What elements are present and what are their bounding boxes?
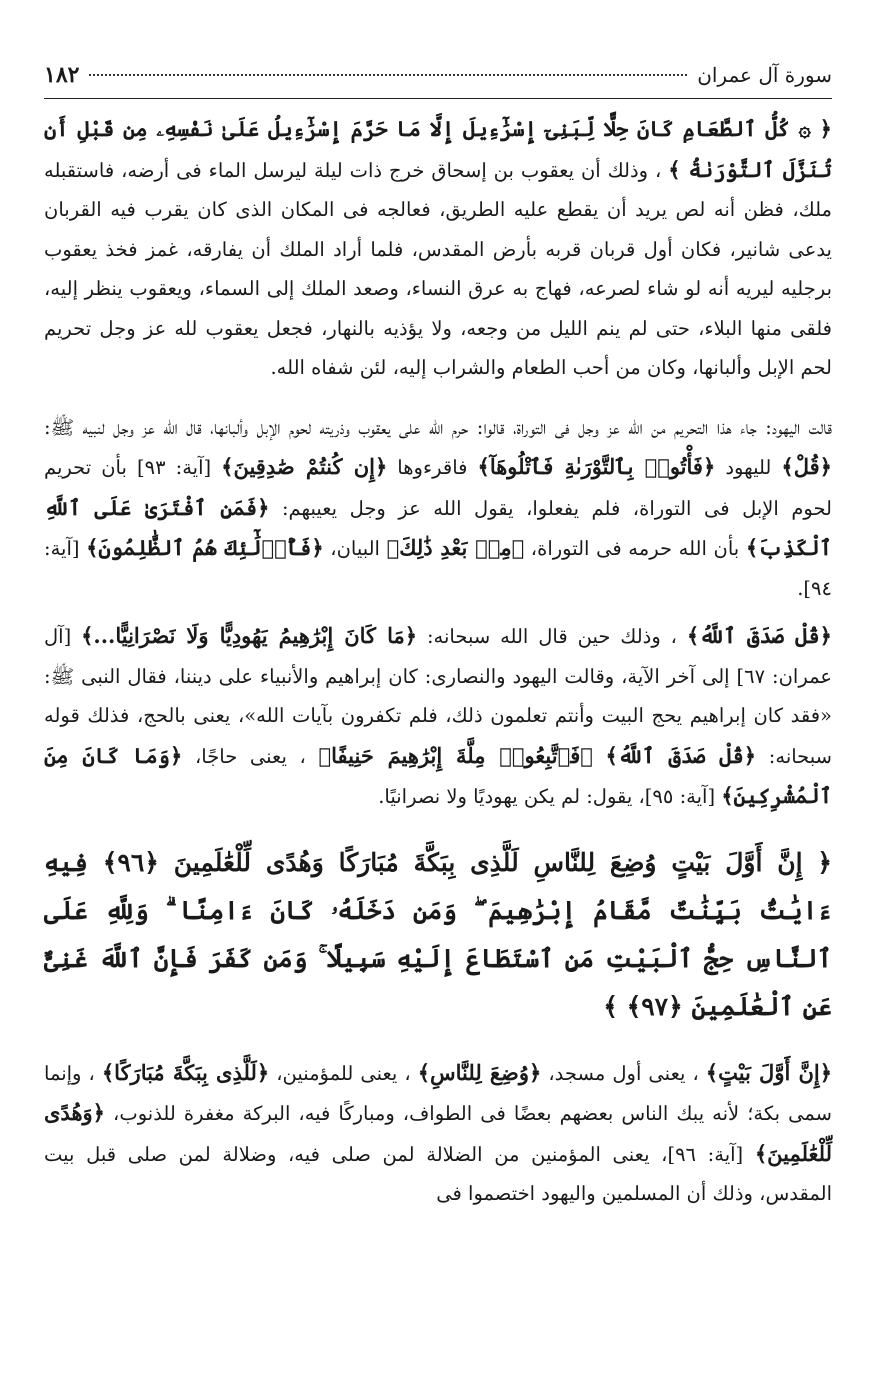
commentary-text: لليهود (715, 456, 782, 479)
commentary-text: ، يعنى أول مسجد، (541, 1061, 706, 1085)
quran-verse: ﴿فَأُو۟لَٰٓئِكَ هُمُ ٱلظَّٰلِمُونَ﴾ (86, 535, 324, 560)
commentary-text: ، يعنى للمؤمنين، (269, 1061, 418, 1085)
paragraph-2 (44, 408, 832, 609)
quran-verse: ﴿فَمَنِ ٱفْتَرَىٰ عَلَى ٱللَّهِ ٱلْكَذِبَ﴾ (44, 494, 832, 560)
paragraph-5 (44, 1053, 832, 1214)
commentary-text: ، يعنى حاجًا، (182, 744, 319, 768)
quran-verse: ﴿فَأْتُوا۟ بِٱلتَّوْرَىٰةِ فَٱتْلُوهَآ﴾ (477, 454, 716, 479)
commentary-text: ، وذلك حين قال الله سبحانه: (417, 625, 687, 648)
quran-verse: ﴿قُلْ صَدَقَ ٱللَّهُ﴾ (686, 623, 832, 648)
commentary-text: [آية: ٩٦]، يعنى المؤمنين من الضلالة لمن صلى فيه، وضلالة لمن صلى قبل بيت المقدس، وذلك أن المسلمين واليهود اختصموا فى (44, 1142, 832, 1205)
commentary-text: ، وإنما سمى بكة؛ لأنه يبك الناس بعضهم بعضًا فى الطواف، ومباركًا فيه، البركة مغفرة للذنوب، (44, 1061, 832, 1125)
quran-verse: ﴿إِن كُنتُمْ صَٰدِقِينَ﴾ (221, 454, 388, 479)
page (44, 60, 832, 1214)
commentary-text: فاقرءوها (387, 456, 478, 479)
commentary-text: بأن الله حرمه فى التوراة، (524, 537, 746, 560)
commentary-text: [آية: ٩٣] بأن تحريم لحوم الإبل فى التوراة، فلم يفعلوا، يقول الله عز وجل يعيبهم: (44, 456, 832, 520)
body-text (44, 109, 832, 1214)
quran-verse: ﴿ ۞ كُلُّ ٱلطَّعَامِ كَانَ حِلًّا لِّبَنِىٓ إِسْرَٰٓءِيلَ إِلَّا مَا حَرَّمَ إِسْرَٰٓءِيلُ عَلَىٰ نَفْسِهِۦ مِن قَبْلِ أَن تُنَزَّلَ ٱلتَّوْرَىٰةُ ﴾ (44, 116, 832, 182)
quran-verse: ﴿وَهُدًى لِّلْعَٰلَمِينَ﴾ (44, 1100, 833, 1166)
quran-verse-block: ﴿ إِنَّ أَوَّلَ بَيْتٍ وُضِعَ لِلنَّاسِ لَلَّذِى بِبَكَّةَ مُبَارَكًا وَهُدًى لِّلْعَٰلَمِينَ ﴿٩٦﴾ فِيهِ ءَايَٰتٌۢ بَيِّنَٰتٌ مَّقَامُ إِبْرَٰهِيمَ ۖ وَمَن دَخَلَهُۥ كَانَ ءَامِنًا ۗ وَلِلَّهِ عَلَى ٱلنَّاسِ حِجُّ ٱلْبَيْتِ مَنِ ٱسْتَطَاعَ إِلَيْهِ سَبِيلًا ۚ وَمَن كَفَرَ فَإِنَّ ٱللَّهَ غَنِىٌّ عَنِ ٱلْعَٰلَمِينَ ﴿٩٧﴾ ﴾ (44, 847, 832, 1021)
quran-verse: ﴿إِنَّ أَوَّلَ بَيْتٍ﴾ (705, 1059, 833, 1085)
commentary-text: ، وذلك أن يعقوب بن إسحاق خرج ذات ليلة ليرسل الماء فى أرضه، فاستقبله ملك، فظن أنه لص يريد أن يقطع عليه الطريق، فعالجه فى المكان الذى كان يقرب فيه القربان يدعى شانير، فكان أول قربان قربه بأرض المقدس، فلما أراد الملك أن يفارقه، غمز فخذ يعقوب برجليه ليريه أنه لو شاء لصرعه، فهاج به عرق النساء، وصعد الملك إلى السماء، ويعقوب ينظر إليه، فلقى منها البلاء، حتى لم ينم الليل من وجعه، ولا يؤذيه بالنهار، فجعل يعقوب لله عز وجل تحريم لحم الإبل وألبانها، وكان من أحب الطعام والشراب إليه، لئن شفاه الله. (44, 158, 832, 379)
quran-verse: ﴿قُلْ صَدَقَ ٱللَّهُ﴾ (605, 742, 757, 768)
commentary-text: قالت اليهود: جاء هذا التحريم من الله عز وجل فى التوراة، قالوا: حرم الله على يعقوب وذريته لحوم الإبل وألبانها، قال الله عز وجل لنبيه ﷺ: (44, 415, 832, 439)
verse-block (44, 839, 832, 1031)
header-leader-dots (89, 74, 687, 76)
quran-verse: ﴿فَٱتَّبِعُوا۟ مِلَّةَ إِبْرَٰهِيمَ حَنِيفًا﴾ (318, 742, 593, 768)
commentary-text: [آية: ٩٤]. (44, 537, 832, 600)
surah-title: سورة آل عمران (697, 63, 832, 87)
paragraph-3 (44, 616, 832, 817)
page-number: ١٨٢ (44, 62, 80, 88)
quran-verse: ﴿وَمَا كَانَ مِنَ ٱلْمُشْرِكِينَ﴾ (44, 742, 832, 808)
quran-verse: ﴿لَلَّذِى بِبَكَّةَ مُبَارَكًا﴾ (101, 1059, 270, 1085)
commentary-text: [آية: ٩٥]، يقول: لم يكن يهوديًا ولا نصرانيًا. (378, 785, 722, 808)
quran-verse: ﴿وُضِعَ لِلنَّاسِ﴾ (417, 1059, 542, 1085)
commentary-text: البيان، (323, 537, 387, 560)
quran-verse: ﴿مَا كَانَ إِبْرَٰهِيمُ يَهُودِيًّا وَلَا نَصْرَانِيًّا...﴾ (81, 623, 418, 648)
commentary-text: [آل عمران: ٦٧] إلى آخر الآية، وقالت اليهود والنصارى: كان إبراهيم والأنبياء على ديننا، فقال النبى ﷺ: «فقد كان إبراهيم يحج البيت وأنتم تعلمون ذلك، فلم تكفرون بآيات الله»، يعنى بالحج، فذلك قوله سبحانه: (44, 625, 832, 768)
paragraph-1 (44, 109, 832, 388)
commentary-text (593, 745, 606, 768)
running-header (44, 60, 832, 99)
quran-verse: ﴿مِنۢ بَعْدِ ذَٰلِكَ﴾ (386, 535, 525, 560)
quran-verse: ﴿قُلْ﴾ (781, 454, 832, 479)
